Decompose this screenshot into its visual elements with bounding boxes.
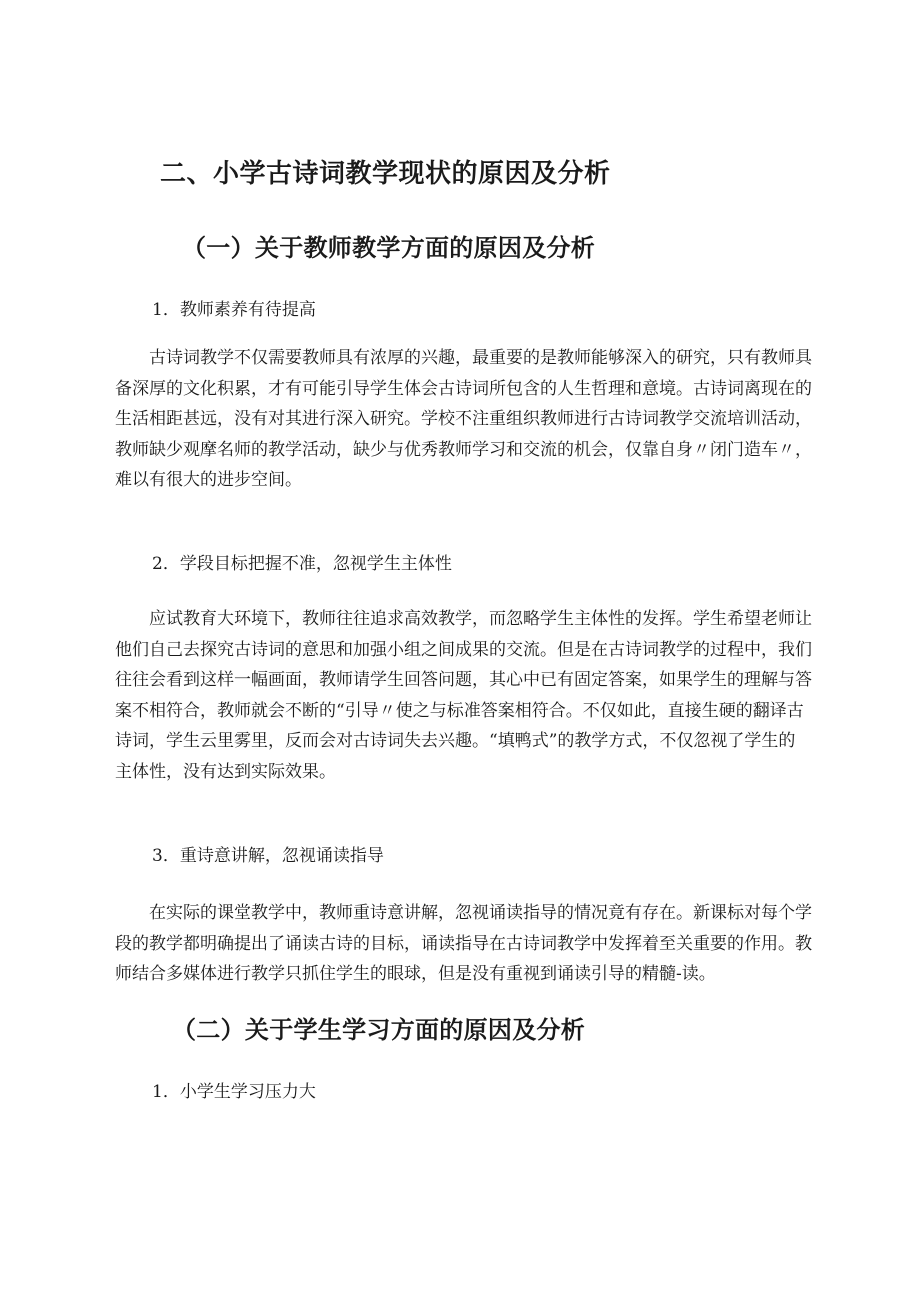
paragraph-line: 应试教育大环境下，教师往往追求高效教学，而忽略学生主体性的发挥。学生希望老师让 [149, 609, 812, 629]
section-title: 二、小学古诗词教学现状的原因及分析 [160, 159, 611, 189]
paragraph-line: 在实际的课堂教学中，教师重诗意讲解，忽视诵读指导的情况竟有存在。新课标对每个学 [149, 903, 812, 923]
paragraph-line: 古诗词教学不仅需要教师具有浓厚的兴趣，最重要的是教师能够深入的研究，只有教师具 [149, 348, 812, 368]
paragraph-line: 往往会看到这样一幅画面，教师请学生回答问题，其心中已有固定答案，如果学生的理解与答 [115, 670, 812, 690]
paragraph-line: 备深厚的文化积累，才有可能引导学生体会古诗词所包含的人生哲理和意境。古诗词离现在的 [115, 378, 812, 399]
item-heading-1-2: 2．学段目标把握不准，忽视学生主体性 [152, 554, 452, 574]
paragraph-line: 诗词，学生云里雾里，反而会对古诗词失去兴趣。“填鸭式”的教学方式，不仅忽视了学生的 [115, 731, 796, 751]
paragraph-line: 主体性，没有达到实际效果。 [115, 761, 336, 782]
paragraph-1-1 [115, 343, 815, 496]
paragraph-1-3 [115, 898, 815, 990]
subsection-title-2: （二）关于学生学习方面的原因及分析 [172, 1015, 586, 1044]
item-heading-1-3: 3．重诗意讲解，忽视诵读指导 [152, 846, 384, 866]
paragraph-line: 段的教学都明确提出了诵读古诗的目标，诵读指导在古诗词教学中发挥着至关重要的作用。教 [115, 933, 812, 954]
paragraph-line: 难以有很大的进步空间。 [115, 470, 302, 490]
subsection-title-1: （一）关于教师教学方面的原因及分析 [182, 233, 596, 262]
paragraph-1-2 [115, 604, 815, 787]
paragraph-line: 他们自己去探究古诗词的意思和加强小组之间成果的交流。但是在古诗词教学的过程中，我们 [115, 639, 812, 660]
paragraph-line: 生活相距甚远，没有对其进行深入研究。学校不注重组织教师进行古诗词教学交流培训活动， [115, 409, 812, 429]
paragraph-line: 教师缺少观摩名师的教学活动，缺少与优秀教师学习和交流的机会，仅靠自身〃闭门造车〃， [115, 439, 812, 460]
item-heading-2-1: 1．小学生学习压力大 [152, 1082, 316, 1102]
paragraph-line: 师结合多媒体进行教学只抓住学生的眼球，但是没有重视到诵读引导的精髓-读。 [115, 964, 716, 984]
item-heading-1-1: 1．教师素养有待提高 [152, 300, 316, 320]
paragraph-line: 案不相符合，教师就会不断的“引导〃使之与标准答案相符合。不仅如此，直接生硬的翻译古 [115, 700, 804, 721]
